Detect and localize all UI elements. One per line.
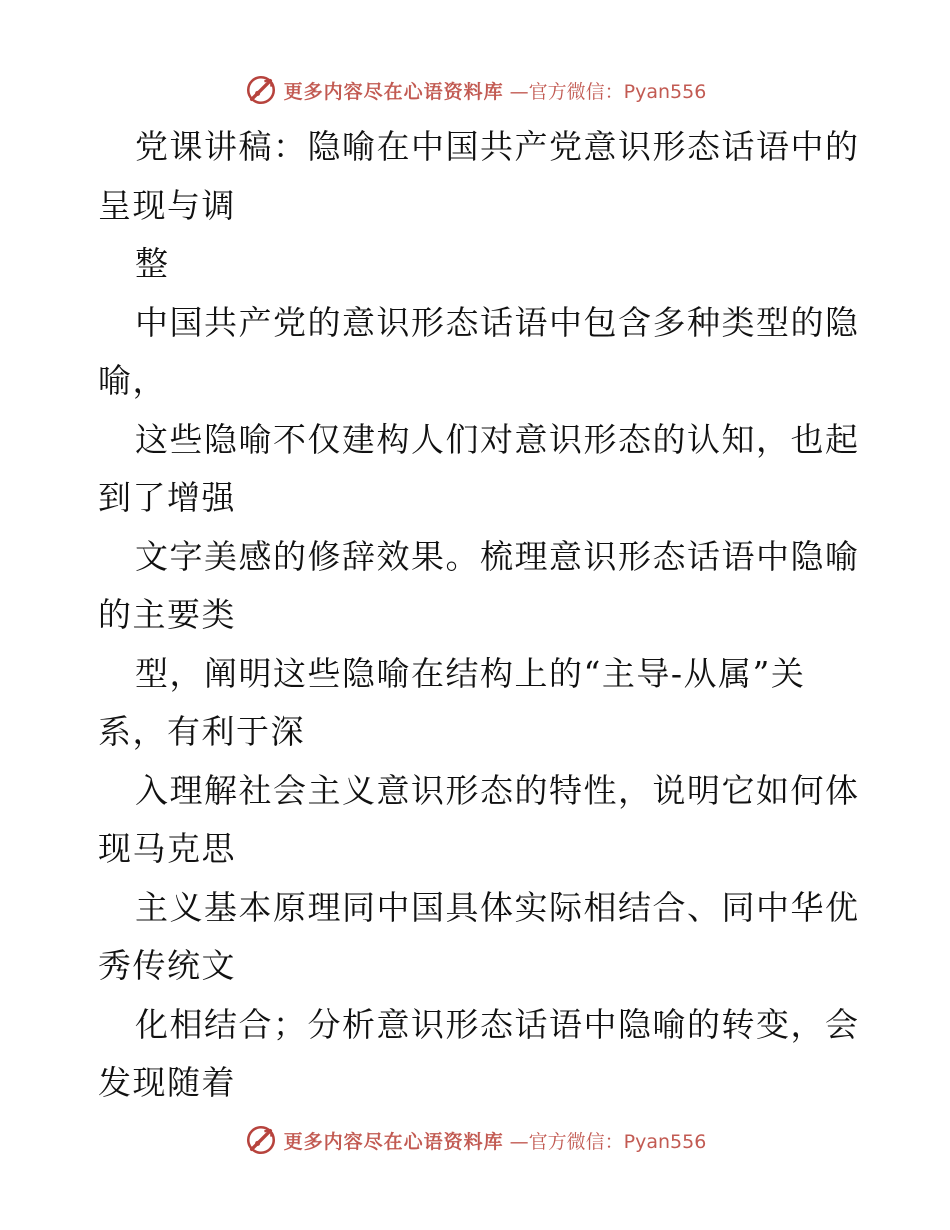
text-line: 型，阐明这些隐喻在结构上的“主导-从属”关 [135,653,806,693]
text-line: 化相结合；分析意识形态话语中隐喻的转变，会 [135,1004,860,1044]
text-line: 入理解社会主义意识形态的特性，说明它如何体 [135,770,860,810]
logo-icon [244,1123,278,1157]
text-line: 喻， [98,361,167,400]
banner-main-text: 更多内容尽在心语资料库 [283,1130,504,1153]
text-line: 发现随着 [98,1063,236,1102]
banner-contact-text: —官方微信：Pyan556 [509,1130,707,1153]
text-line: 呈现与调 [98,185,236,225]
header-banner [0,70,950,110]
document-body [98,118,858,1113]
text-line: 这些隐喻不仅建构人们对意识形态的认知，也起 [135,419,860,459]
banner-contact-text: —官方微信：Pyan556 [509,80,707,103]
text-line: 现马克思 [98,829,236,868]
text-line: 整 [135,244,170,283]
text-line: 秀传统文 [98,946,236,985]
banner-main-text: 更多内容尽在心语资料库 [283,80,504,103]
text-line: 中国共产党的意识形态话语中包含多种类型的隐 [135,302,860,342]
text-line: 文字美感的修辞效果。梳理意识形态话语中隐喻 [135,536,860,576]
text-line: 系，有利于深 [98,712,305,751]
text-line: 党课讲稿：隐喻在中国共产党意识形态话语中的 [135,127,860,166]
text-line: 到了增强 [98,478,236,517]
logo-icon [244,73,278,107]
text-line: 主义基本原理同中国具体实际相结合、同中华优 [135,887,860,927]
text-line: 的主要类 [98,595,236,634]
footer-banner [0,1120,950,1160]
